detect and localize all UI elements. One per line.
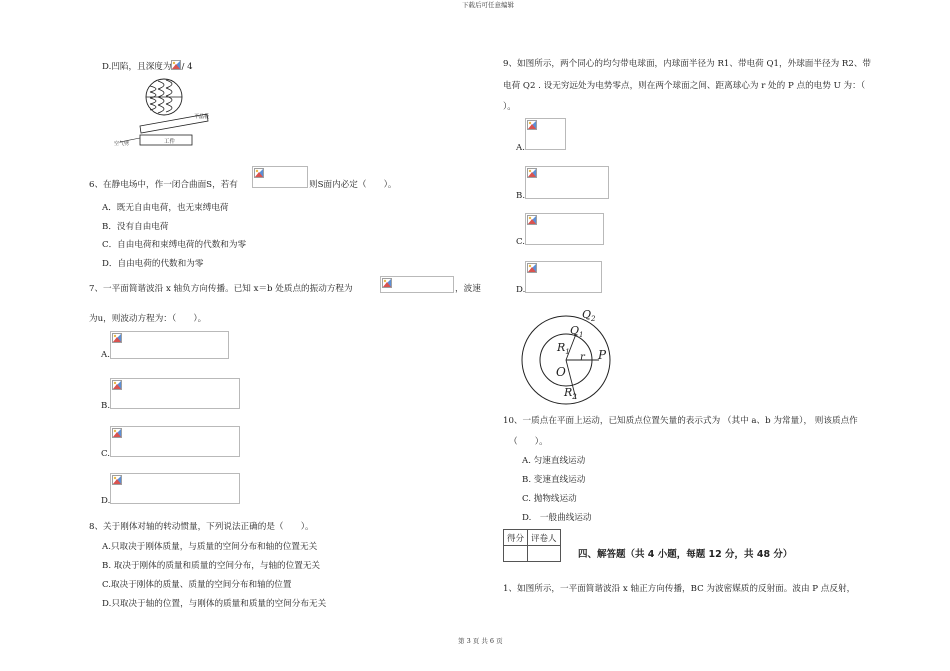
- q6-stem-after: 则S面内必定（ ）。: [309, 180, 397, 190]
- q9-line2: 电荷 Q2 . 设无穷远处为电势零点，则在两个球面之间、距离球心为 r 处的 P 点的电势 U 为：（: [503, 81, 866, 91]
- fig-label-r: r: [580, 352, 585, 363]
- q9-option-b-image: [525, 166, 609, 199]
- q7-formula-image: [380, 276, 454, 293]
- q8-option-b: B. 取决于刚体的质量和质量的空间分布，与轴的位置无关: [102, 561, 321, 571]
- q10-option-b: B. 变速直线运动: [522, 475, 586, 485]
- q7-option-a-label: A.: [101, 350, 110, 360]
- prev-option-d: [102, 60, 193, 73]
- fig-label-p: P: [598, 348, 607, 362]
- q10-option-a: A. 匀速直线运动: [522, 456, 586, 466]
- section-4-title: 四、解答题（共 4 小题，每题 12 分，共 48 分）: [578, 549, 793, 560]
- prev-option-d-prefix: D.凹陷，且深度为: [102, 62, 172, 72]
- q10-line2: （ ）。: [509, 437, 548, 447]
- grader-label: 评卷人: [528, 530, 561, 546]
- inline-formula-image-icon: [171, 60, 181, 70]
- q9-option-a-label: A.: [516, 143, 525, 153]
- label-workpiece: 工件: [164, 139, 176, 145]
- image-placeholder-icon: [382, 278, 392, 288]
- score-cell[interactable]: [504, 546, 528, 562]
- q9-option-d-image: [525, 261, 602, 293]
- q6-formula-image: [252, 166, 308, 188]
- q9-option-b-label: B.: [516, 191, 526, 201]
- header-watermark: 下载后可任意编辑: [462, 1, 514, 9]
- air-wedge-figure: [112, 76, 212, 148]
- q7-option-b-image: [110, 378, 240, 409]
- image-placeholder-icon: [527, 263, 537, 273]
- fig-label-o: O: [556, 365, 566, 379]
- q9-option-c-image: [525, 213, 604, 245]
- q6-option-c: C．自由电荷和束缚电荷的代数和为零: [102, 240, 247, 250]
- q6-option-b: B．没有自由电荷: [102, 222, 169, 232]
- q8-option-c: C.取决于刚体的质量、质量的空间分布和轴的位置: [102, 580, 292, 590]
- image-placeholder-icon: [527, 215, 537, 225]
- image-placeholder-icon: [254, 168, 264, 178]
- q8-option-a: A.只取决于刚体质量，与质量的空间分布和轴的位置无关: [102, 542, 318, 552]
- image-placeholder-icon: [112, 475, 122, 485]
- q7-option-b-label: B.: [101, 401, 111, 411]
- label-air-wedge: 空气劈: [114, 141, 130, 147]
- fig-label-r2: $R_2$: [564, 386, 577, 402]
- q9-line3: ）。: [503, 102, 516, 112]
- image-placeholder-icon: [527, 168, 537, 178]
- q7-stem-line2: 为u，则波动方程为：（ ）。: [89, 314, 207, 324]
- q7-option-a-image: [110, 331, 229, 359]
- page-number: 第 3 页 共 6 页: [458, 637, 503, 645]
- q10-option-d: D. 一般曲线运动: [522, 513, 592, 523]
- fig-label-q2: $Q_2$: [582, 308, 596, 324]
- q7-option-d-label: D.: [101, 496, 111, 506]
- prev-option-d-suffix: / 4: [181, 62, 193, 72]
- image-placeholder-icon: [112, 333, 122, 343]
- label-plane-glass: 平晶板: [194, 114, 210, 120]
- answer-1-line1: 1、如图所示，一平面简谐波沿 x 轴正方向传播，BC 为波密媒质的反射面。波由 P 点反射，: [503, 584, 856, 594]
- image-placeholder-icon: [527, 120, 537, 130]
- q7-option-c-image: [110, 426, 240, 457]
- q9-option-c-label: C.: [516, 237, 526, 247]
- q6-option-d: D．自由电荷的代数和为零: [102, 259, 204, 269]
- fig-label-r1: $R_1$: [557, 341, 570, 357]
- q6-option-a: A．既无自由电荷，也无束缚电荷: [102, 203, 229, 213]
- grader-cell[interactable]: [528, 546, 561, 562]
- q7-stem-before: 7、一平面简谐波沿 x 轴负方向传播。已知 x＝b 处质点的振动方程为: [89, 284, 353, 294]
- q6-stem-before: 6、在静电场中，作一闭合曲面S，若有: [89, 180, 238, 190]
- score-box: [503, 529, 561, 562]
- q8-option-d: D.只取决于轴的位置，与刚体的质量和质量的空间分布无关: [102, 599, 327, 609]
- q9-line1: 9、如图所示，两个同心的均匀带电球面，内球面半径为 R1、带电荷 Q1，外球面半径为 R2、带: [503, 59, 872, 69]
- image-placeholder-icon: [112, 428, 122, 438]
- q9-option-a-image: [525, 118, 566, 150]
- q9-option-d-label: D.: [516, 285, 526, 295]
- q8-stem: 8、关于刚体对轴的转动惯量，下列说法正确的是（ ）。: [89, 522, 314, 532]
- fig-label-q1: $Q_1$: [570, 324, 584, 340]
- q10-line1: 10、一质点在平面上运动，已知质点位置矢量的表示式为 （其中 a、b 为常量）， 则该质点作: [503, 416, 858, 426]
- q7-option-d-image: [110, 473, 240, 504]
- score-label: 得分: [504, 530, 528, 546]
- image-placeholder-icon: [112, 380, 122, 390]
- q10-option-c: C. 抛物线运动: [522, 494, 577, 504]
- q7-option-c-label: C.: [101, 449, 111, 459]
- q7-stem-after: ，波速: [455, 284, 481, 294]
